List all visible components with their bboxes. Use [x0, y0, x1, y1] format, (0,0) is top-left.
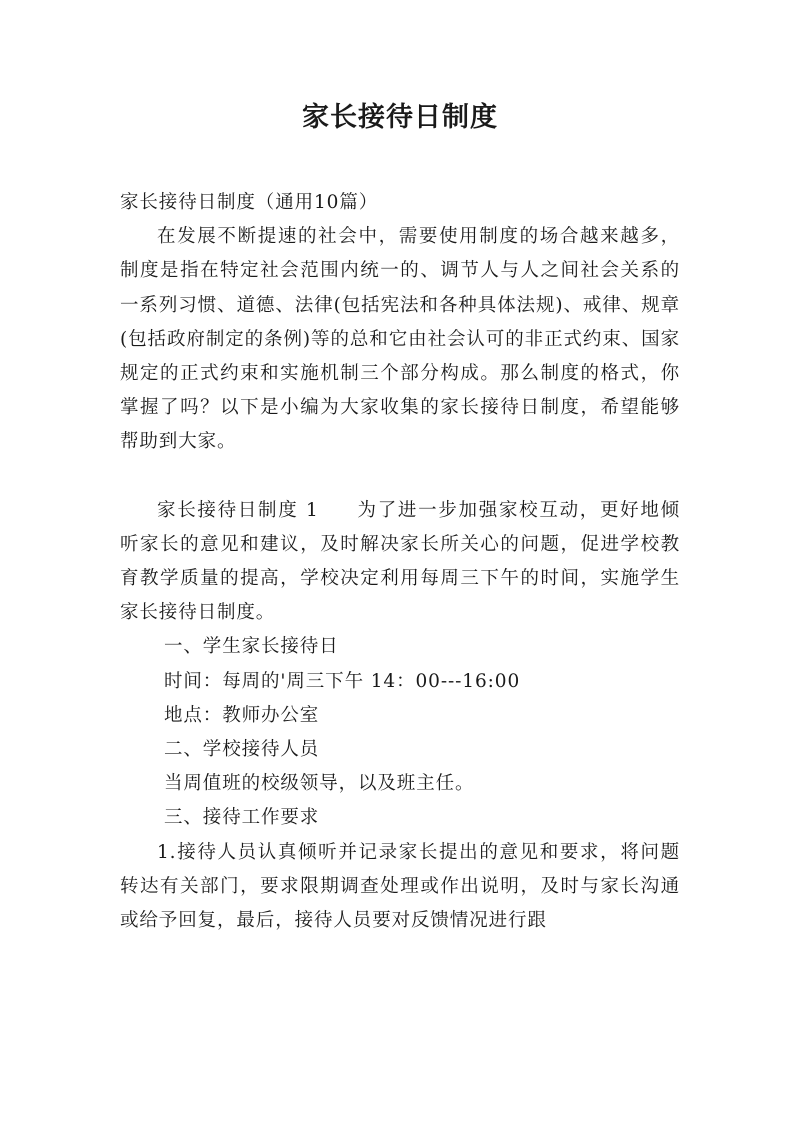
section1-paragraph — [120, 494, 680, 631]
reception-place: 地点：教师办公室 — [164, 704, 320, 726]
document-title: 家长接待日制度 — [302, 102, 498, 133]
reception-time: 时间：每周的'周三下午 14：00---16:00 — [164, 670, 521, 692]
section1-heading: 家长接待日制度 1 — [157, 499, 319, 521]
item3-heading: 三、接待工作要求 — [164, 807, 320, 829]
requirement-1: 1.接待人员认真倾听并记录家长提出的意见和要求，将问题转达有关部门，要求限期调查处理或作出说明，及时与家长沟通或给予回复，最后，接待人员要对反馈情况进行跟 — [120, 841, 680, 932]
paragraph-gap — [120, 460, 680, 494]
document-subtitle: 家长接待日制度（通用10篇） — [120, 192, 379, 213]
item1-heading: 一、学生家长接待日 — [164, 636, 339, 658]
item2-heading: 二、学校接待人员 — [164, 739, 320, 761]
section1-lead: 为了进一步加强家校互动，更好地倾听家长的意见和建议，及时解决家长所关心的问题，促进学校教育教学质量的提高，学校决定利用每周三下午的时间，实施学生家长接待日制度。 — [120, 499, 680, 624]
reception-staff: 当周值班的校级领导，以及班主任。 — [164, 773, 475, 795]
document-body — [120, 186, 680, 938]
intro-paragraph: 在发展不断提速的社会中，需要使用制度的场合越来越多，制度是指在特定社会范围内统一的、调节人与人之间社会关系的一系列习惯、道德、法律(包括宪法和各种具体法规)、戒律、规章(包括政府制定的条例)等的总和它由社会认可的非正式约束、国家规定的正式约束和实施机制三个部分构成。那么制度的格式，你掌握了吗？以下是小编为大家收集的家长接待日制度，希望能够帮助到大家。 — [120, 226, 680, 453]
